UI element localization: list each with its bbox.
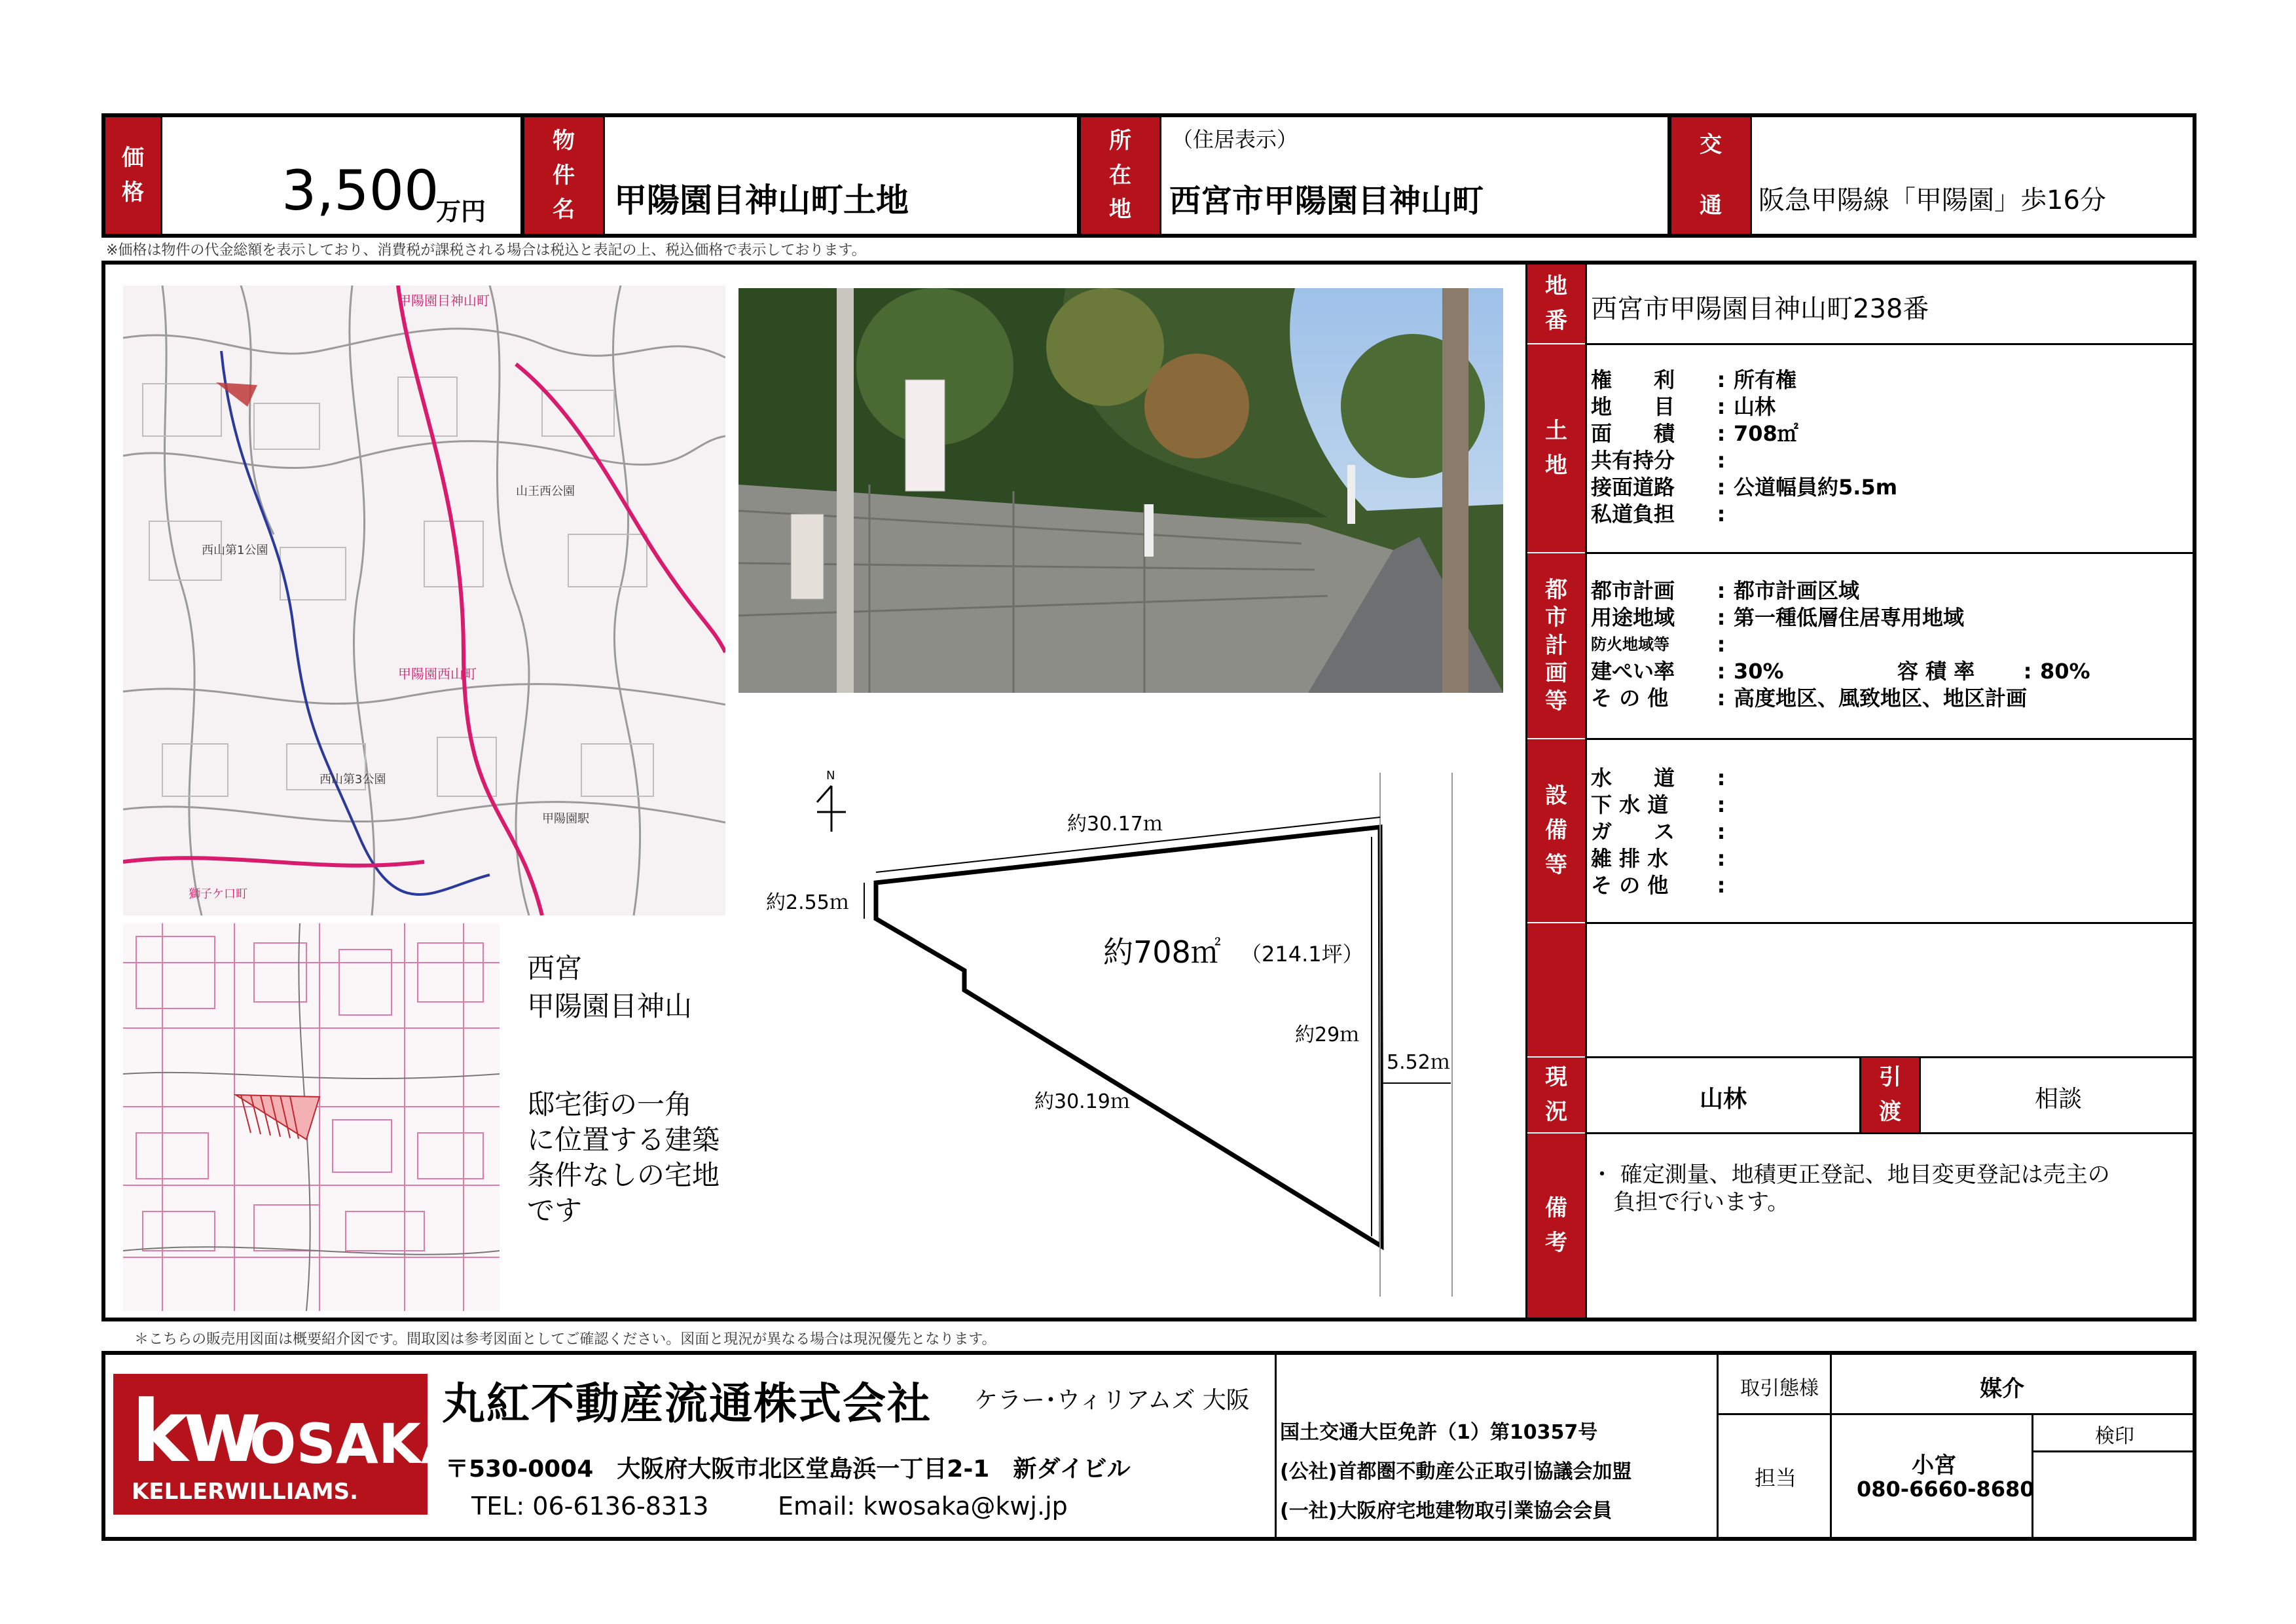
site-photo-svg	[738, 288, 1503, 693]
location-label: 所 在 地	[1081, 117, 1159, 234]
land-value: 708㎡	[1734, 421, 1798, 446]
svg-text:甲陽園駅: 甲陽園駅	[542, 812, 589, 826]
location-sub: （住居表示）	[1172, 127, 1298, 152]
svg-text:山王西公園: 山王西公園	[516, 485, 575, 498]
remarks-label: 備 考	[1545, 1194, 1567, 1256]
lot-area-tsubo: （214.1坪）	[1241, 942, 1364, 967]
land-value: 公道幅員約5.5m	[1734, 475, 1898, 500]
description-line: です	[527, 1194, 583, 1227]
license-2: (公社)首都圏不動産公正取引協議会加盟	[1280, 1460, 1632, 1483]
svg-text:西山第1公園: 西山第1公園	[202, 544, 268, 557]
svg-text:西山第3公園: 西山第3公園	[319, 773, 386, 786]
land-specs: 権 利 : 所有権 地 目 : 山林 面 積 : 708㎡ 共有持分 : 接面道路 : 公道幅員約5.5m 私道負担 :	[1591, 367, 1898, 526]
detail-map	[123, 923, 500, 1311]
remarks-text	[1591, 1161, 2110, 1216]
land-key: 権 利	[1591, 367, 1675, 392]
description-line: に位置する建築	[527, 1124, 720, 1156]
caption-line: 西宮	[527, 952, 583, 984]
city-plan-label: 都 市 計 画 等	[1545, 576, 1567, 714]
dim-left: 約2.55ｍ	[766, 891, 849, 914]
lot-diagram	[766, 760, 1486, 1310]
svg-text:甲陽園西山町: 甲陽園西山町	[398, 666, 477, 682]
remarks-line: ・ 確定測量、地積更正登記、地目変更登記は売主の	[1591, 1162, 2110, 1188]
facility-label: 設 備 等	[1545, 783, 1567, 878]
city-key: 建ぺい率	[1591, 659, 1675, 684]
city-value: 30%	[1734, 659, 1784, 684]
price-unit: 万円	[436, 197, 486, 226]
city-value: 高度地区、風致地区、地区計画	[1734, 686, 2028, 710]
land-value: 所有権	[1734, 367, 1797, 392]
caption-line: 甲陽園目神山	[527, 990, 693, 1022]
city-key: 都市計画	[1591, 578, 1675, 603]
city-key: 用途地域	[1591, 605, 1675, 630]
city-value: 第一種低層住居専用地域	[1734, 605, 1965, 630]
land-key: 面 積	[1591, 421, 1675, 446]
map-caption	[527, 950, 692, 1025]
facility-key: ガ ス	[1591, 819, 1675, 844]
site-photo	[738, 288, 1503, 693]
facility-key: そ の 他	[1591, 873, 1669, 898]
dim-bottom: 約30.19ｍ	[1034, 1090, 1130, 1113]
dimension-lines	[864, 817, 1451, 1236]
chiban-label: 地 番	[1545, 273, 1567, 334]
dim-top: 約30.17ｍ	[1067, 813, 1163, 836]
city-value: 都市計画区域	[1734, 578, 1860, 603]
transport-label: 交 通	[1671, 117, 1750, 234]
status-value: 山林	[1700, 1086, 1747, 1113]
land-label: 土 地	[1545, 417, 1567, 479]
license-3: (一社)大阪府宅地建物取引業協会会員	[1280, 1500, 1613, 1522]
map-description	[527, 1087, 720, 1228]
facility-key: 下 水 道	[1591, 792, 1669, 817]
lot-area: 約708㎡	[1103, 934, 1221, 970]
stamp-label: 検印	[2095, 1425, 2134, 1448]
transport-value: 阪急甲陽線「甲陽園」歩16分	[1758, 185, 2106, 215]
land-key: 地 目	[1591, 394, 1675, 419]
drawing-note: ＊こちらの販売用図面は概要紹介図です。間取図は参考図面としてご確認ください。図面と現況が異なる場合は現況優先となります。	[134, 1331, 996, 1348]
north-label: N	[826, 769, 835, 783]
logo-osaka: OSAKA	[249, 1412, 464, 1476]
facility-specs: 水 道 : 下 水 道 : ガ ス : 雑 排 水 : そ の 他 :	[1591, 766, 1726, 898]
land-key: 共有持分	[1591, 448, 1675, 473]
svg-text:獅子ケ口町: 獅子ケ口町	[189, 887, 247, 901]
logo-kw: kw	[132, 1382, 257, 1481]
dim-right: 約29ｍ	[1295, 1024, 1360, 1046]
facility-key: 雑 排 水	[1591, 846, 1669, 871]
land-key: 接面道路	[1591, 475, 1675, 500]
deal-type-value: 媒介	[1980, 1376, 2024, 1402]
north-arrow	[817, 786, 846, 832]
description-line: 邸宅街の一角	[527, 1088, 693, 1120]
description-line: 条件なしの宅地	[527, 1159, 720, 1191]
property-name: 甲陽園目神山町土地	[614, 181, 909, 219]
price-label: 価 格	[105, 117, 160, 234]
company-email: Email: kwosaka@kwj.jp	[778, 1492, 1068, 1521]
handover-value: 相談	[2035, 1086, 2083, 1113]
tax-note: ※価格は物件の代金総額を表示しており、消費税が課税される場合は税込と表記の上、税込価格で表示しております。	[106, 242, 866, 259]
land-key: 私道負担	[1591, 502, 1675, 526]
chiban-value: 西宮市甲陽園目神山町238番	[1591, 294, 1929, 324]
company-logo	[113, 1374, 464, 1515]
remarks-line: 負担で行います。	[1591, 1189, 1790, 1215]
logo-sub: KELLERWILLIAMS.	[132, 1479, 358, 1505]
svg-text:甲陽園目神山町: 甲陽園目神山町	[398, 293, 490, 308]
company-address: 〒530-0004 大阪府大阪市北区堂島浜一丁目2-1 新ダイビル	[445, 1456, 1131, 1483]
far-value: 80%	[2040, 659, 2090, 684]
name-label: 物 件 名	[524, 117, 603, 234]
license-1: 国土交通大臣免許（1）第10357号	[1280, 1421, 1598, 1444]
price-value: 3,500	[282, 158, 439, 223]
city-plan-specs: 都市計画 : 都市計画区域 用途地域 : 第一種低層住居専用地域 防火地域等 : 建ぺい率 : 30% 容 積 率 : 80% そ の 他 : 高度地区、風致地区、地区計画	[1591, 578, 2090, 710]
status-label: 現 況	[1545, 1064, 1567, 1125]
staff-phone: 080-6660-8680	[1857, 1477, 2035, 1502]
company-sub: ケラー･ウィリアムズ 大阪	[974, 1387, 1250, 1414]
dim-road: 5.52ｍ	[1387, 1051, 1450, 1074]
area-map-svg	[123, 286, 725, 915]
staff-name: 小宮	[1912, 1452, 1956, 1479]
location-value: 西宮市甲陽園目神山町	[1169, 183, 1484, 219]
land-value: 山林	[1734, 394, 1776, 419]
far-key: 容 積 率	[1897, 659, 1975, 684]
detail-map-svg	[123, 923, 500, 1311]
area-map	[123, 286, 725, 915]
deal-type-label: 取引態様	[1740, 1377, 1819, 1400]
city-key: 防火地域等	[1591, 635, 1669, 654]
company-tel: TEL: 06-6136-8313	[471, 1492, 709, 1521]
company-name: 丸紅不動産流通株式会社	[442, 1378, 932, 1429]
staff-label: 担当	[1755, 1466, 1797, 1490]
city-key: そ の 他	[1591, 686, 1669, 710]
handover-label: 引 渡	[1861, 1058, 1919, 1132]
facility-key: 水 道	[1591, 766, 1675, 790]
